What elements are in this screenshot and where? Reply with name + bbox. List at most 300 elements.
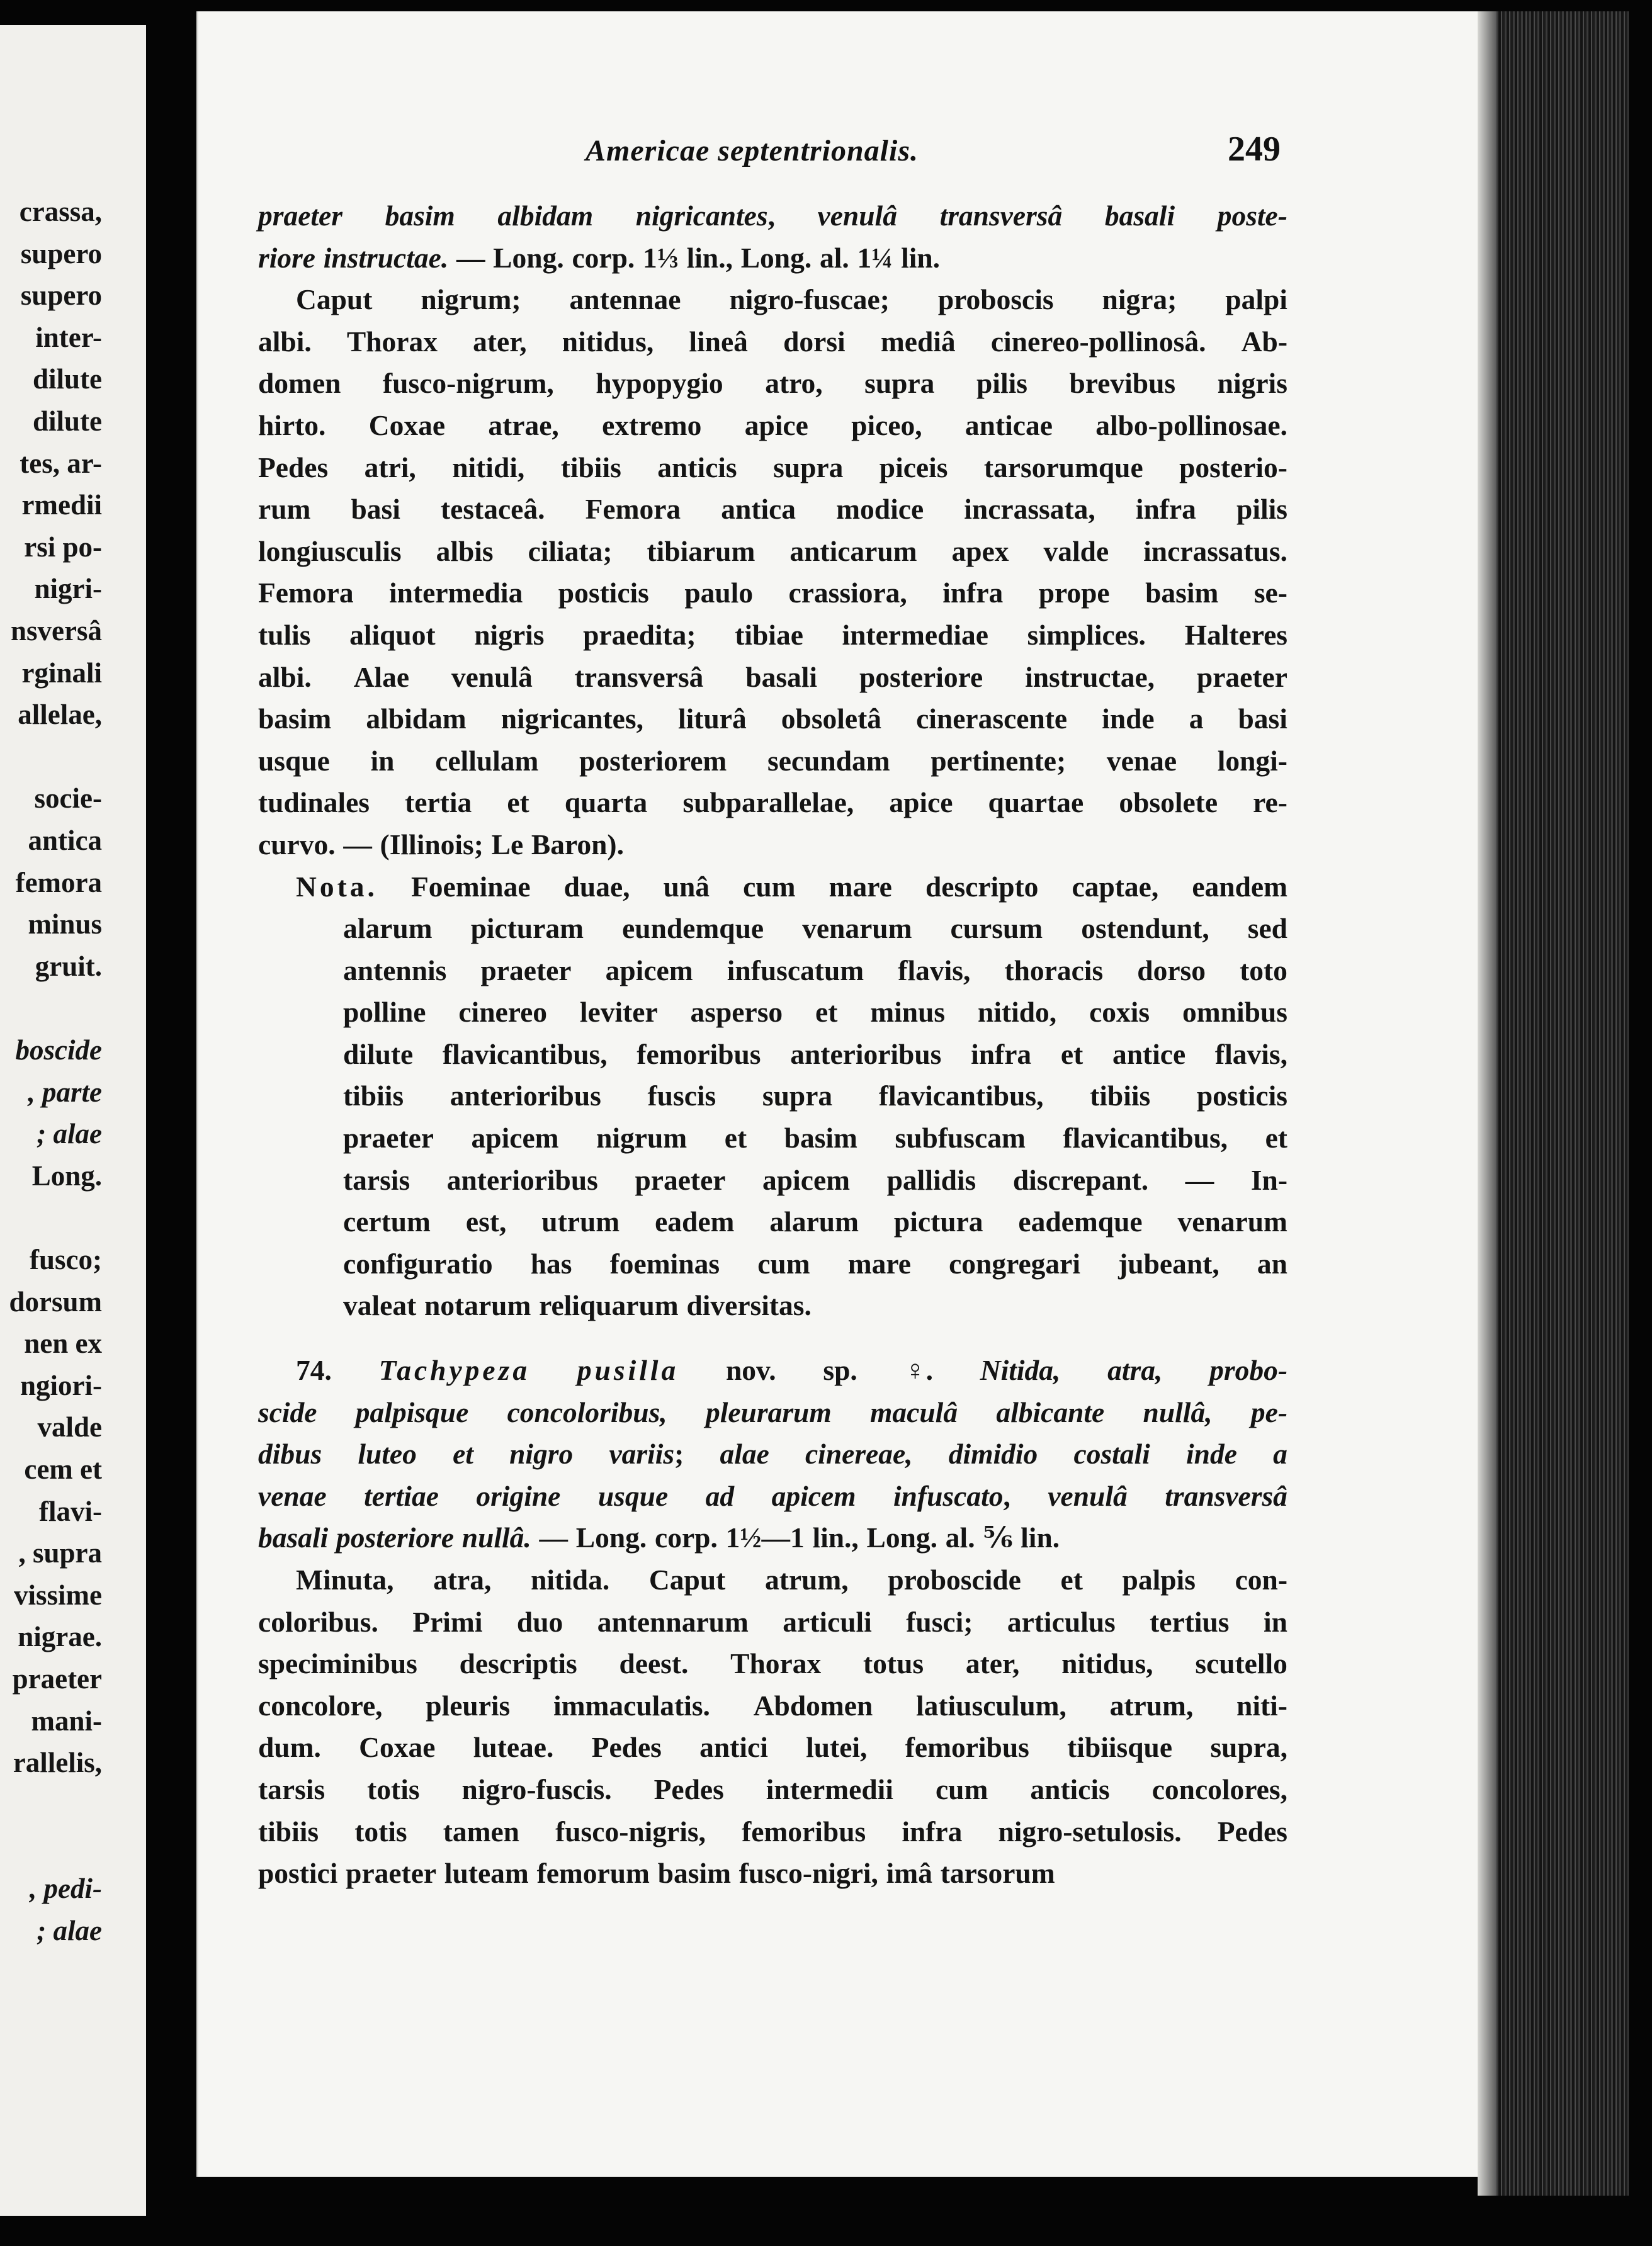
- word: tibiarum: [647, 534, 755, 567]
- word: Caput: [648, 1564, 726, 1596]
- word: imâ: [886, 1857, 932, 1890]
- word: liturâ: [678, 703, 747, 735]
- word: nitidus,: [562, 325, 654, 358]
- text-line: [258, 698, 1287, 740]
- word: nigricantes,: [635, 200, 775, 232]
- word: Long.: [575, 1521, 647, 1554]
- word: luteam: [444, 1857, 529, 1890]
- word: costali: [1073, 1438, 1150, 1470]
- word: fusco-nigris,: [555, 1815, 706, 1848]
- word: an: [1257, 1247, 1287, 1280]
- word: intermedia: [389, 577, 523, 609]
- facing-page-line: socie-: [34, 782, 102, 815]
- word: apicem: [771, 1479, 856, 1512]
- facing-page-line: dilute: [32, 363, 102, 395]
- word: basim: [784, 1122, 857, 1154]
- word: anticis: [657, 451, 737, 483]
- page-gutter-shade: [1478, 11, 1496, 2196]
- facing-page-line: gruit.: [35, 950, 102, 982]
- word: scutello: [1195, 1647, 1287, 1680]
- word: praeter: [1196, 660, 1287, 693]
- word: nigris: [474, 618, 545, 651]
- word: concoloribus,: [507, 1396, 667, 1428]
- word: unâ: [663, 870, 710, 903]
- word: subparallelae,: [682, 786, 854, 819]
- text-line: [258, 1285, 1287, 1327]
- word: anterioribus: [790, 1037, 942, 1070]
- word: rum: [258, 493, 311, 526]
- word: nigro-setulosis.: [998, 1815, 1182, 1848]
- word: duae,: [563, 870, 630, 903]
- word: 1⅓: [643, 241, 679, 274]
- word: valeat: [343, 1289, 417, 1322]
- word: cellulam: [435, 744, 539, 777]
- word: atrum,: [1109, 1689, 1194, 1722]
- word: nitidi,: [452, 451, 525, 483]
- word: tarsorum: [940, 1857, 1055, 1890]
- word: asperso: [690, 996, 783, 1029]
- word: Femora: [585, 493, 681, 526]
- word: al.: [819, 241, 849, 274]
- word: cum: [935, 1773, 988, 1805]
- text-line: [258, 1643, 1287, 1685]
- word: lin.,: [812, 1521, 859, 1554]
- word: quarta: [564, 786, 648, 819]
- word: basali: [258, 1521, 329, 1554]
- body-text: [258, 195, 1287, 1895]
- word: flavis,: [898, 954, 971, 986]
- paragraph-p4: [258, 1350, 1287, 1559]
- word: eundemque: [622, 912, 764, 945]
- facing-page-line: antica: [28, 825, 102, 856]
- word: tibiis: [258, 1815, 319, 1848]
- word: valde: [1043, 534, 1109, 567]
- word: apice: [744, 409, 808, 441]
- word: coxis: [1089, 996, 1150, 1029]
- word: praeter: [258, 200, 342, 232]
- word: infra: [942, 577, 1004, 609]
- paragraph-p1: [258, 195, 1287, 279]
- word: Caput: [296, 283, 373, 316]
- word: flavicantibus,: [442, 1037, 608, 1070]
- word: incrassatus.: [1143, 534, 1287, 567]
- word: nigris: [1217, 367, 1287, 400]
- word: posteriorem: [579, 744, 727, 777]
- word: Long.: [866, 1521, 938, 1554]
- facing-page-line: vissime: [14, 1579, 102, 1611]
- word: ater,: [965, 1647, 1020, 1680]
- word: prope: [1038, 577, 1110, 609]
- word: basi: [351, 493, 400, 526]
- word: hirto.: [258, 409, 326, 441]
- word: est,: [465, 1205, 507, 1238]
- word: lin.: [901, 241, 941, 274]
- word: ⅚: [983, 1521, 1013, 1554]
- word: tarsis: [258, 1773, 325, 1805]
- word: eademque: [1018, 1205, 1143, 1238]
- word: femoribus: [636, 1037, 761, 1070]
- facing-page-line: ngiori-: [20, 1369, 102, 1401]
- word: supra: [762, 1080, 833, 1112]
- word: transversâ: [939, 200, 1063, 232]
- word: alarum: [343, 912, 433, 945]
- word: paulo: [684, 577, 754, 609]
- word: notarum: [424, 1289, 531, 1322]
- word: se-: [1253, 577, 1287, 609]
- word: Coxae: [368, 409, 446, 441]
- word: has: [530, 1247, 572, 1280]
- facing-page-line: , parte: [28, 1076, 102, 1108]
- word: totis: [354, 1815, 407, 1848]
- word: nitida.: [531, 1564, 610, 1596]
- word: albidam: [366, 703, 467, 735]
- word: venulâ: [451, 660, 533, 693]
- word: anticis: [1030, 1773, 1110, 1805]
- word: ater,: [473, 325, 527, 358]
- word: ciliata;: [528, 534, 613, 567]
- word: supra,: [1210, 1731, 1287, 1764]
- word: apicem: [762, 1163, 851, 1196]
- word: ad: [705, 1479, 735, 1512]
- word: fusco-nigri,: [738, 1857, 878, 1890]
- word: descriptis: [459, 1647, 577, 1680]
- facing-page-line: nigrae.: [18, 1621, 102, 1653]
- word: flavicantibus,: [878, 1080, 1044, 1112]
- word: et: [724, 1122, 747, 1154]
- word: scide: [258, 1396, 317, 1428]
- word: et: [1060, 1564, 1083, 1596]
- word: basali: [745, 660, 818, 693]
- word: lutei,: [806, 1731, 868, 1764]
- facing-page-line: rallelis,: [13, 1747, 102, 1779]
- word: alarum: [769, 1205, 859, 1238]
- word: pilis: [976, 367, 1027, 400]
- text-line: [258, 1201, 1287, 1243]
- word: 74.: [296, 1354, 332, 1387]
- word: luteo: [358, 1438, 417, 1470]
- word: praeter: [346, 1857, 437, 1890]
- paragraph-p3: [258, 866, 1287, 1328]
- word: ♀.: [904, 1354, 934, 1387]
- word: a: [1273, 1438, 1287, 1470]
- word: inde: [1186, 1438, 1237, 1470]
- word: piceis: [879, 451, 948, 483]
- word: posterio-: [1179, 451, 1287, 483]
- word: palpis: [1122, 1564, 1196, 1596]
- word: in: [1263, 1605, 1287, 1638]
- word: palpisque: [355, 1396, 469, 1428]
- word: concolore,: [258, 1689, 383, 1722]
- word: apicem: [605, 954, 693, 986]
- word: maculâ: [870, 1396, 958, 1428]
- word: atra,: [433, 1564, 492, 1596]
- word: flavicantibus,: [1063, 1122, 1228, 1154]
- word: pertinente;: [931, 744, 1066, 777]
- word: pictura: [893, 1205, 983, 1238]
- word: et: [815, 996, 838, 1029]
- word: basi: [1238, 703, 1287, 735]
- word: piceo,: [851, 409, 922, 441]
- word: lin.: [1021, 1521, 1060, 1554]
- word: obsolete: [1119, 786, 1218, 819]
- word: Foeminae: [410, 870, 531, 903]
- word: testaceâ.: [441, 493, 545, 526]
- word: usque: [597, 1479, 669, 1512]
- word: praeter: [343, 1122, 434, 1154]
- word: et: [507, 786, 529, 819]
- word: palpi: [1225, 283, 1287, 316]
- word: cum: [757, 1247, 810, 1280]
- facing-page-line: Long.: [31, 1160, 102, 1192]
- facing-page-line: tes, ar-: [20, 447, 102, 479]
- word: nigro: [509, 1438, 574, 1470]
- word: fuscis: [647, 1080, 716, 1112]
- word: Ab-: [1241, 325, 1287, 358]
- text-line: [258, 1392, 1287, 1434]
- word: incrassata,: [964, 493, 1095, 526]
- word: albi.: [258, 660, 312, 693]
- page-block-edge: [1478, 11, 1629, 2196]
- word: —: [343, 828, 372, 861]
- word: instructae,: [1025, 660, 1155, 693]
- word: nullâ,: [1143, 1396, 1213, 1428]
- word: configuratio: [343, 1247, 493, 1280]
- text-line: [258, 237, 1287, 279]
- word: albis: [436, 534, 494, 567]
- word: dilute: [343, 1037, 414, 1070]
- text-line: [258, 531, 1287, 573]
- word: Tachypeza: [378, 1354, 531, 1387]
- word: nigricantes,: [501, 703, 643, 735]
- word: eadem: [655, 1205, 735, 1238]
- text-line: [258, 279, 1287, 321]
- word: polline: [343, 996, 426, 1029]
- word: usque: [258, 744, 330, 777]
- text-line: [258, 488, 1287, 531]
- text-line: [258, 1433, 1287, 1476]
- text-line: [258, 991, 1287, 1034]
- word: antici: [699, 1731, 768, 1764]
- text-line: [258, 1685, 1287, 1727]
- word: tamen: [443, 1815, 519, 1848]
- facing-page-line: rsi po-: [24, 531, 102, 563]
- word: cum: [743, 870, 796, 903]
- word: tertiae: [364, 1479, 439, 1512]
- word: deest.: [619, 1647, 689, 1680]
- text-line: [258, 195, 1287, 237]
- facing-page-line: ; alae: [37, 1118, 102, 1150]
- word: intermediae: [842, 618, 988, 651]
- word: hypopygio: [596, 367, 723, 400]
- word: descripto: [925, 870, 1039, 903]
- word: dum.: [258, 1731, 321, 1764]
- facing-page-line: , supra: [18, 1537, 102, 1569]
- paragraph-p2: [258, 279, 1287, 866]
- facing-page-line: nsversâ: [11, 615, 102, 646]
- word: postici: [258, 1857, 338, 1890]
- word: praeter: [635, 1163, 726, 1196]
- word: praeter: [480, 954, 572, 986]
- word: corp.: [655, 1521, 718, 1554]
- word: apice: [889, 786, 953, 819]
- word: pe-: [1250, 1396, 1287, 1428]
- word: Femora: [258, 577, 354, 609]
- word: totis: [367, 1773, 420, 1805]
- text-line: [258, 614, 1287, 657]
- word: atrum,: [764, 1564, 849, 1596]
- word: tibiis: [1090, 1080, 1151, 1112]
- word: foeminas: [609, 1247, 720, 1280]
- facing-page-line: valde: [37, 1411, 102, 1443]
- facing-page-line: supero: [20, 279, 102, 312]
- word: basim: [1145, 577, 1219, 609]
- text-line: [258, 1517, 1287, 1559]
- word: supra: [864, 367, 935, 400]
- word: captae,: [1072, 870, 1159, 903]
- word: Coxae: [359, 1731, 436, 1764]
- word: venae: [258, 1479, 327, 1512]
- facing-page-line: dilute: [32, 405, 102, 437]
- word: Pedes: [653, 1773, 724, 1805]
- word: dorso: [1137, 954, 1206, 986]
- text-line: [258, 740, 1287, 782]
- word: infuscatum: [727, 954, 864, 986]
- word: venulâ: [817, 200, 897, 232]
- word: thoracis: [1004, 954, 1104, 986]
- text-line: [258, 782, 1287, 824]
- word: corp.: [572, 241, 635, 274]
- word: albi.: [258, 325, 312, 358]
- text-line: [258, 572, 1287, 614]
- word: venulâ: [1048, 1479, 1128, 1512]
- word: atrae,: [488, 409, 559, 441]
- word: anterioribus: [450, 1080, 601, 1112]
- word: apicem: [471, 1122, 559, 1154]
- word: tibiis: [560, 451, 621, 483]
- facing-page-line: supero: [20, 237, 102, 269]
- word: Thorax: [346, 325, 438, 358]
- word: Alae: [353, 660, 410, 693]
- word: duo: [516, 1605, 563, 1638]
- word: antennae: [569, 283, 681, 316]
- page-number: 249: [1228, 130, 1281, 169]
- word: atri,: [364, 451, 416, 483]
- word: nullâ.: [461, 1521, 531, 1554]
- word: instructae.: [323, 241, 449, 274]
- word: fusci;: [906, 1605, 973, 1638]
- word: intermedii: [766, 1773, 893, 1805]
- word: cinerascente: [916, 703, 1068, 735]
- word: nigrum: [596, 1122, 687, 1154]
- word: cursum: [950, 912, 1043, 945]
- word: sp.: [823, 1354, 857, 1387]
- word: Pedes: [1217, 1815, 1287, 1848]
- word: posticis: [1196, 1080, 1287, 1112]
- word: dimidio: [948, 1438, 1038, 1470]
- text-line: [258, 1117, 1287, 1160]
- word: venarum: [1177, 1205, 1287, 1238]
- word: albicante: [996, 1396, 1105, 1428]
- word: —: [539, 1521, 569, 1554]
- word: congregari: [949, 1247, 1081, 1280]
- facing-page-line: minus: [28, 908, 102, 940]
- word: mediâ: [880, 325, 956, 358]
- word: pilis: [1236, 493, 1287, 526]
- facing-page-line: flavi-: [39, 1495, 102, 1527]
- word: longi-: [1217, 744, 1287, 777]
- word: nov.: [725, 1354, 776, 1387]
- word: minus: [870, 996, 946, 1029]
- word: variis;: [609, 1438, 684, 1470]
- word: nitidus,: [1061, 1647, 1153, 1680]
- word: a: [1189, 703, 1204, 735]
- word: riore: [258, 241, 315, 274]
- word: tibiae: [735, 618, 803, 651]
- word: discrepant.: [1012, 1163, 1149, 1196]
- text-line: [258, 321, 1287, 363]
- text-line: [258, 866, 1287, 908]
- facing-page-line: inter-: [35, 321, 102, 353]
- word: basim: [385, 200, 455, 232]
- word: jubeant,: [1118, 1247, 1219, 1280]
- word: Pedes: [258, 451, 329, 483]
- word: venarum: [802, 912, 912, 945]
- word: ostendunt,: [1081, 912, 1209, 945]
- text-line: [258, 1160, 1287, 1202]
- facing-page-line: nen ex: [24, 1328, 102, 1360]
- word: infuscato,: [893, 1479, 1010, 1512]
- word: Pedes: [591, 1731, 662, 1764]
- word: niti-: [1236, 1689, 1287, 1722]
- word: Nitida,: [980, 1354, 1061, 1387]
- word: anterioribus: [446, 1163, 598, 1196]
- text-line: [258, 1601, 1287, 1644]
- text-line: [258, 1853, 1287, 1895]
- word: certum: [343, 1205, 431, 1238]
- word: transversâ: [574, 660, 704, 693]
- word: Halteres: [1184, 618, 1287, 651]
- running-head: Americae septentrionalis.: [586, 134, 919, 167]
- word: totus: [863, 1647, 924, 1680]
- word: leviter: [579, 996, 658, 1029]
- facing-page-line: allelae,: [18, 699, 102, 731]
- word: obsoletâ: [781, 703, 882, 735]
- word: proboscide: [888, 1564, 1021, 1596]
- word: praedita;: [583, 618, 696, 651]
- text-line: [258, 950, 1287, 992]
- word: nigra;: [1102, 283, 1177, 316]
- facing-page-line: cem et: [24, 1453, 102, 1485]
- word: et: [453, 1438, 473, 1470]
- word: basim: [657, 1857, 732, 1890]
- word: tulis: [258, 618, 311, 651]
- facing-page-line: nigri-: [34, 573, 102, 605]
- facing-page-line: ; alae: [37, 1914, 102, 1946]
- text-line: [258, 1476, 1287, 1518]
- word: antice: [1112, 1037, 1186, 1070]
- text-line: [258, 1034, 1287, 1076]
- word: 1¼: [857, 241, 893, 274]
- word: pallidis: [886, 1163, 976, 1196]
- word: infra: [971, 1037, 1032, 1070]
- word: infra: [902, 1815, 963, 1848]
- word: Nota.: [296, 870, 378, 903]
- word: femoribus: [905, 1731, 1029, 1764]
- word: pusilla: [577, 1354, 679, 1387]
- word: speciminibus: [258, 1647, 417, 1680]
- word: infra: [1135, 493, 1196, 526]
- text-line: [258, 1350, 1287, 1392]
